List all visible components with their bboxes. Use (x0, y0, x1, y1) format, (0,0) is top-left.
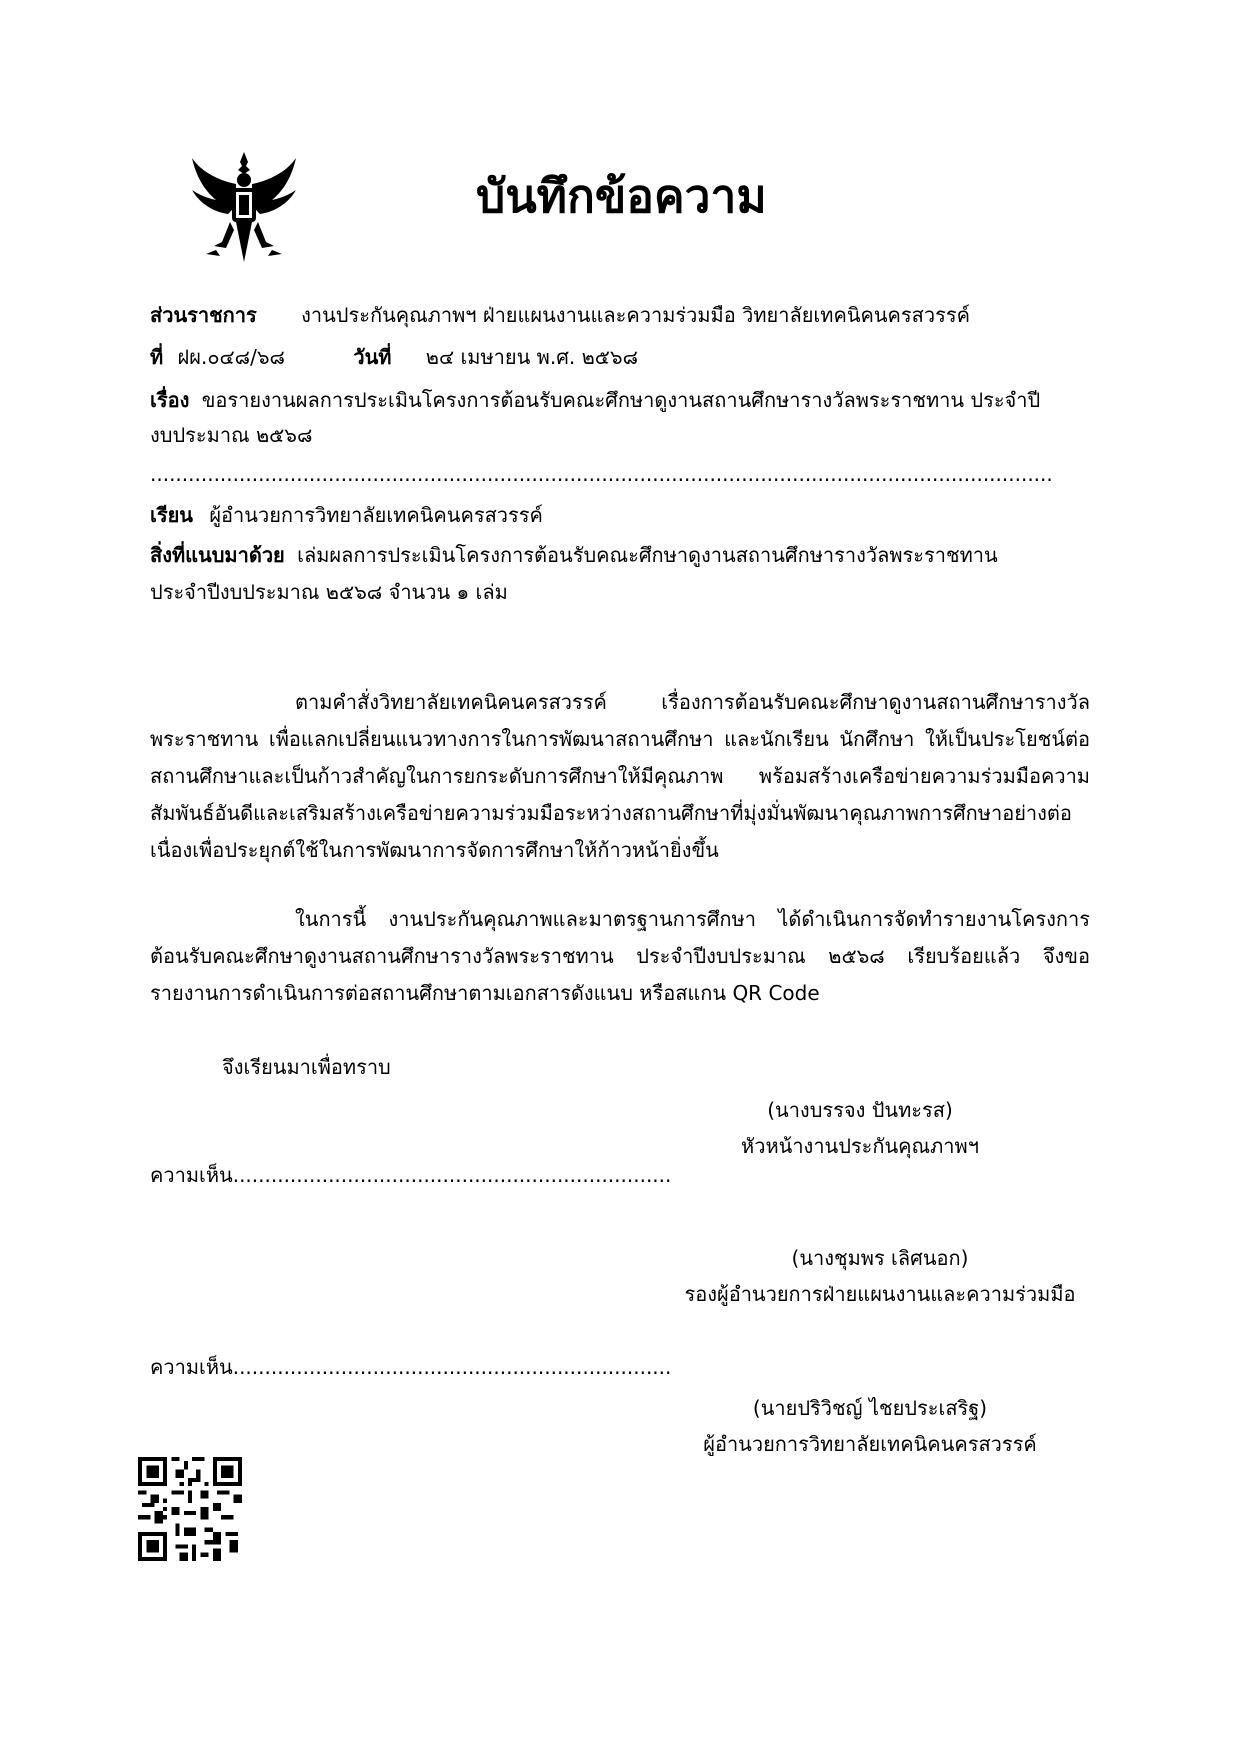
signer-2 (660, 1240, 1100, 1312)
subject-label: เรื่อง (150, 388, 190, 412)
subject-line-2: งบประมาณ ๒๕๖๘ (150, 423, 313, 447)
date-label: วันที่ (353, 345, 392, 369)
to-value: ผู้อำนวยการวิทยาลัยเทคนิคนครสวรรค์ (209, 503, 543, 527)
agency-row (150, 300, 970, 330)
header-separator: .............................................................................................................................................. (150, 462, 1053, 486)
attachment-line-1: เล่มผลการประเมินโครงการต้อนรับคณะศึกษาดูงานสถานศึกษารางวัลพระราชทาน (297, 543, 998, 567)
signer-2-position: รองผู้อำนวยการฝ่ายแผนงานและความร่วมมือ (684, 1282, 1076, 1306)
opinion-line-1: ความเห็น..................................................................... (150, 1163, 672, 1187)
closing-text: จึงเรียนมาเพื่อทราบ (222, 1055, 391, 1079)
signer-1-position: หัวหน้างานประกันคุณภาพฯ (741, 1134, 979, 1158)
date-value: ๒๔ เมษายน พ.ศ. ๒๕๖๘ (425, 345, 639, 369)
ref-date-row (150, 342, 638, 372)
ref-value: ฝผ.๐๔๘/๖๘ (177, 345, 285, 369)
agency-value: งานประกันคุณภาพฯ ฝ่ายแผนงานและความร่วมมือ วิทยาลัยเทคนิคนครสวรรค์ (301, 303, 970, 327)
ref-label: ที่ (150, 345, 164, 369)
attachment-line-2: ประจำปีงบประมาณ ๒๕๖๘ จำนวน ๑ เล่ม (150, 580, 508, 604)
to-label: เรียน (150, 503, 193, 527)
subject-line-1: ขอรายงานผลการประเมินโครงการต้อนรับคณะศึกษาดูงานสถานศึกษารางวัลพระราชทาน ประจำปี (201, 388, 1041, 412)
to-row (150, 500, 543, 530)
attachment-label: สิ่งที่แนบมาด้วย (150, 543, 285, 567)
signer-2-name: (นางชุมพร เลิศนอก) (791, 1246, 969, 1270)
agency-label: ส่วนราชการ (150, 303, 257, 327)
subject-row (150, 385, 1040, 415)
opinion-line-2: ความเห็น..................................................................... (150, 1355, 672, 1379)
signer-1 (680, 1092, 1040, 1164)
signer-3 (670, 1390, 1070, 1462)
garuda-emblem-icon (186, 150, 302, 264)
signer-3-name: (นายปริวิชญ์ ไชยประเสริฐ) (752, 1396, 988, 1420)
memo-title: บันทึกข้อความ (476, 169, 767, 223)
attachment-row (150, 540, 998, 570)
signer-1-name: (นางบรรจง ปันทะรส) (767, 1098, 953, 1122)
qr-code-icon (138, 1457, 242, 1561)
body-paragraph-1: ตามคำสั่งวิทยาลัยเทคนิคนครสวรรค์ เรื่องการต้อนรับคณะศึกษาดูงานสถานศึกษารางวัลพระราชทาน เพื่อแลกเปลี่ยนแนวทางการในการพัฒนาสถานศึกษา และนักเรียน นักศึกษา ให้เป็นประโยชน์ต่อสถานศึกษาและเป็นก้าวสำคัญในการยกระดับการศึกษาให้มีคุณภาพ พร้อมสร้างเครือข่ายความร่วมมือความสัมพันธ์อันดีและเสริมสร้างเครือข่ายความร่วมมือระหว่างสถานศึกษาที่มุ่งมั่นพัฒนาคุณภาพการศึกษาอย่างต่อเนื่องเพื่อประยุกต์ใช้ในการพัฒนาการจัดการศึกษาให้ก้าวหน้ายิ่งขึ้น (150, 690, 1090, 862)
body-paragraph-2: ในการนี้ งานประกันคุณภาพและมาตรฐานการศึกษา ได้ดำเนินการจัดทำรายงานโครงการต้อนรับคณะศึกษาดูงานสถานศึกษารางวัลพระราชทาน ประจำปีงบประมาณ ๒๕๖๘ เรียบร้อยแล้ว จึงขอรายงานการดำเนินการต่อสถานศึกษาตามเอกสารดังแนบ หรือสแกน QR Code (150, 907, 1090, 1005)
signer-3-position: ผู้อำนวยการวิทยาลัยเทคนิคนครสวรรค์ (703, 1432, 1037, 1456)
